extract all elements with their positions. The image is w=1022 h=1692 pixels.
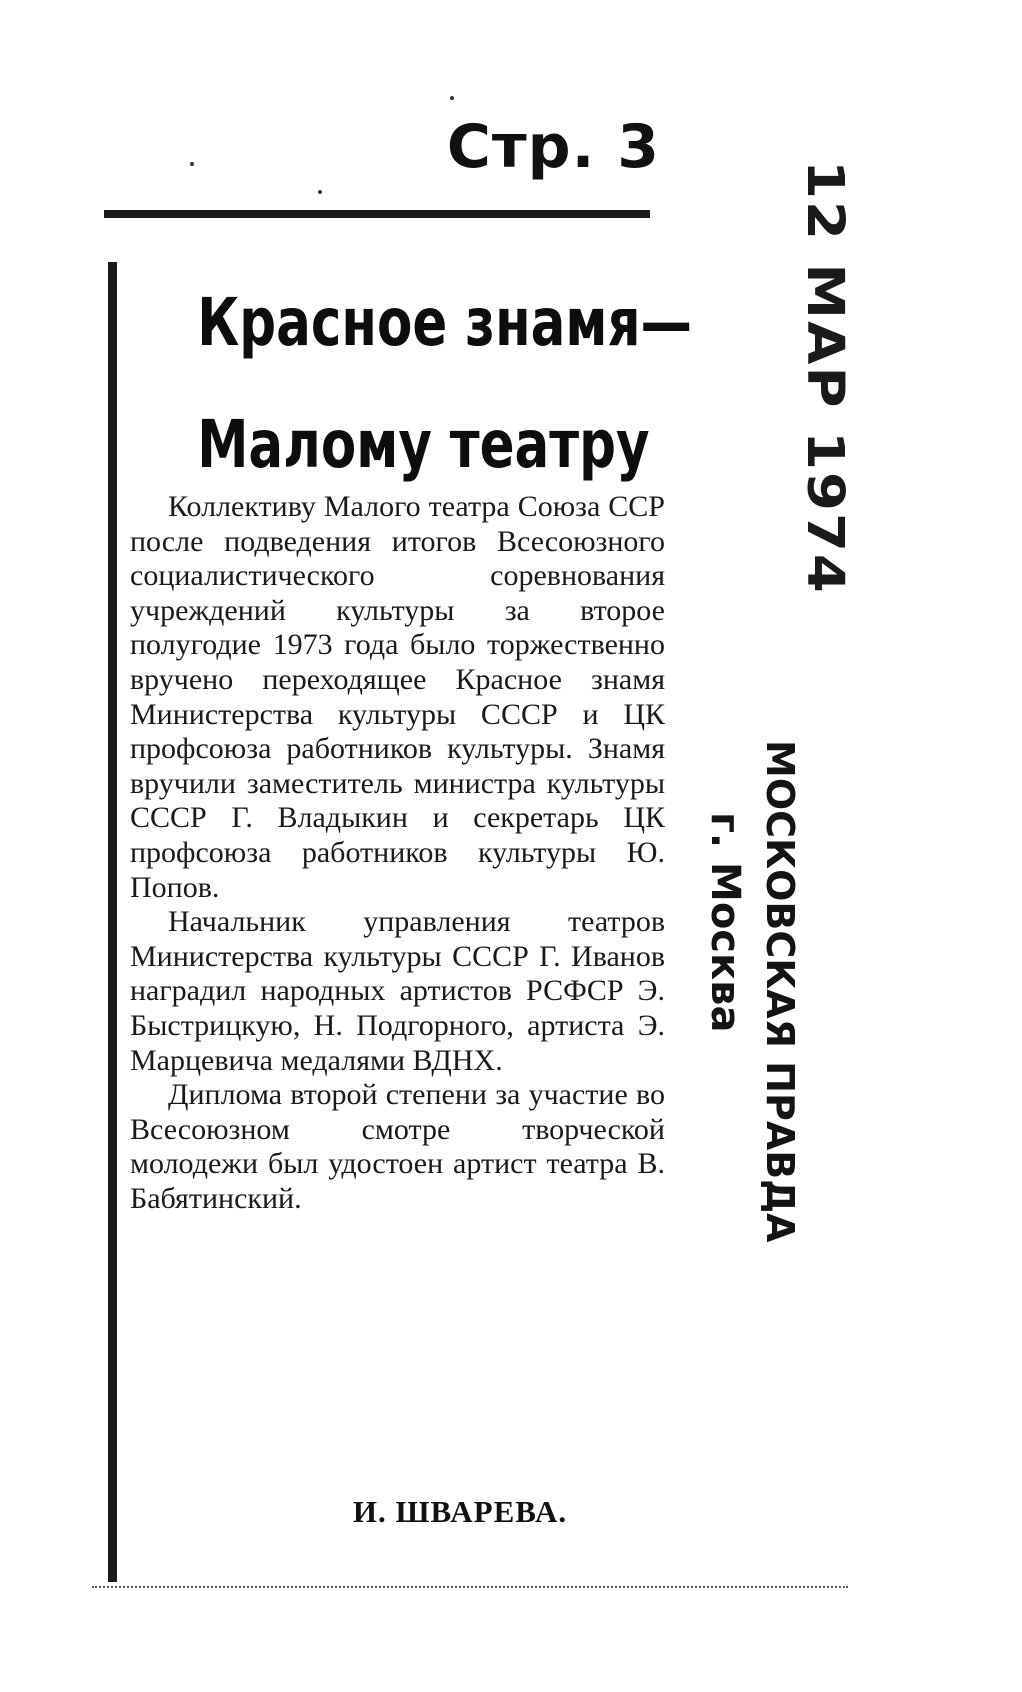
paragraph-1: Коллективу Малого театра Союза ССР после подведения итогов Всесоюзного социалистического соревнования учреждений культуры за второе полугодие 1973 года было торжественно вручено переходящее Красное знамя Министерства культуры СССР и ЦК профсоюза работников культуры. Знамя вручили заместитель министра культуры СССР Г. Владыкин и секретарь ЦК профсоюза работников культуры Ю. Попов.: [130, 490, 665, 904]
city-stamp: г. Москва: [702, 812, 748, 1033]
source-stamp: МОСКОВСКАЯ ПРАВДА: [758, 740, 802, 1243]
bottom-rule: [92, 1586, 848, 1590]
print-speck: [318, 190, 322, 194]
headline: [197, 262, 693, 506]
date-stamp: 12 МАР 1974: [795, 160, 854, 595]
paragraph-2: Начальник управления театров Министерства культуры СССР Г. Иванов наградил народных артистов РСФСР Э. Быстрицкую, Н. Подгорного, артиста Э. Марцевича медалями ВДНХ.: [130, 905, 665, 1077]
article-body: [130, 490, 665, 1216]
print-speck: [450, 96, 454, 100]
paragraph-3: Диплома второй степени за участие во Всесоюзном смотре творческой молодежи был удостоен артист театра В. Бабятинский.: [130, 1078, 665, 1215]
headline-line-1: Красное знамя—: [197, 284, 693, 361]
top-rule: [104, 210, 650, 218]
left-border-bar: [108, 262, 117, 1582]
page-number: Стр. 3: [446, 112, 660, 182]
print-speck: [190, 162, 194, 166]
headline-line-2: Малому театру: [197, 406, 650, 483]
author-signature: И. ШВАРЕВА.: [352, 1494, 568, 1529]
